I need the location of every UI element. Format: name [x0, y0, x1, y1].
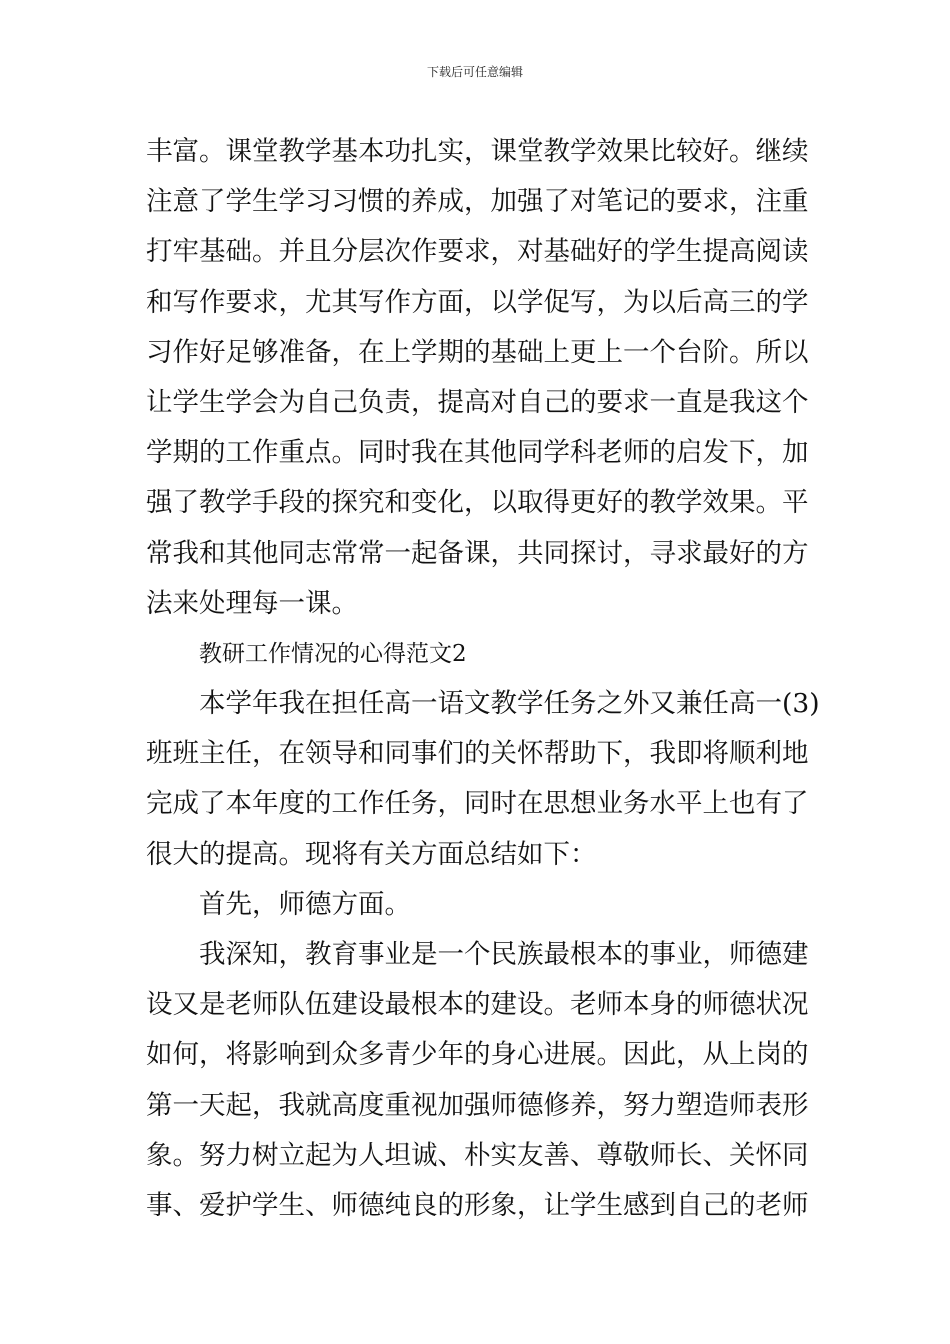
paragraph-first-line: 首先，师德方面。	[199, 888, 411, 920]
text-line: 丰富。课堂教学基本功扎实，课堂教学效果比较好。继续	[146, 136, 809, 167]
section-heading: 教研工作情况的心得范文2	[199, 640, 467, 667]
text-line: 如何，将影响到众多青少年的身心进展。因此，从上岗的	[146, 1039, 809, 1071]
text-line: 设又是老师队伍建设最根本的建设。老师本身的师德状况	[146, 989, 809, 1021]
text-line: 让学生学会为自己负责，提高对自己的要求一直是我这个	[146, 386, 809, 418]
text-line: 很大的提高。现将有关方面总结如下：	[146, 838, 597, 870]
text-line: 学期的工作重点。同时我在其他同学科老师的启发下，加	[146, 437, 809, 469]
text-line: 常我和其他同志常常一起备课，共同探讨，寻求最好的方	[146, 537, 809, 569]
text-line: 法来处理每一课。	[146, 587, 358, 619]
paragraph-first-line: 本学年我在担任高一语文教学任务之外又兼任高一(3)	[199, 688, 820, 720]
document-body	[146, 127, 820, 1231]
page-header: 下载后可任意编辑	[426, 65, 523, 79]
text-line: 和写作要求，尤其写作方面，以学促写，为以后高三的学	[146, 286, 809, 318]
text-line: 班班主任，在领导和同事们的关怀帮助下，我即将顺利地	[146, 738, 809, 770]
text-line: 注意了学生学习习惯的养成，加强了对笔记的要求，注重	[146, 186, 809, 218]
paragraph-first-line: 我深知，教育事业是一个民族最根本的事业，师德建	[199, 939, 809, 970]
text-line: 打牢基础。并且分层次作要求，对基础好的学生提高阅读	[146, 236, 809, 268]
text-line: 第一天起，我就高度重视加强师德修养，努力塑造师表形	[146, 1089, 809, 1121]
text-line: 事、爱护学生、师德纯良的形象，让学生感到自己的老师	[146, 1189, 809, 1221]
text-line: 强了教学手段的探究和变化，以取得更好的教学效果。平	[146, 487, 809, 519]
text-line: 象。努力树立起为人坦诚、朴实友善、尊敬师长、关怀同	[146, 1139, 809, 1171]
text-line: 习作好足够准备，在上学期的基础上更上一个台阶。所以	[146, 336, 809, 368]
text-line: 完成了本年度的工作任务，同时在思想业务水平上也有了	[146, 788, 809, 820]
